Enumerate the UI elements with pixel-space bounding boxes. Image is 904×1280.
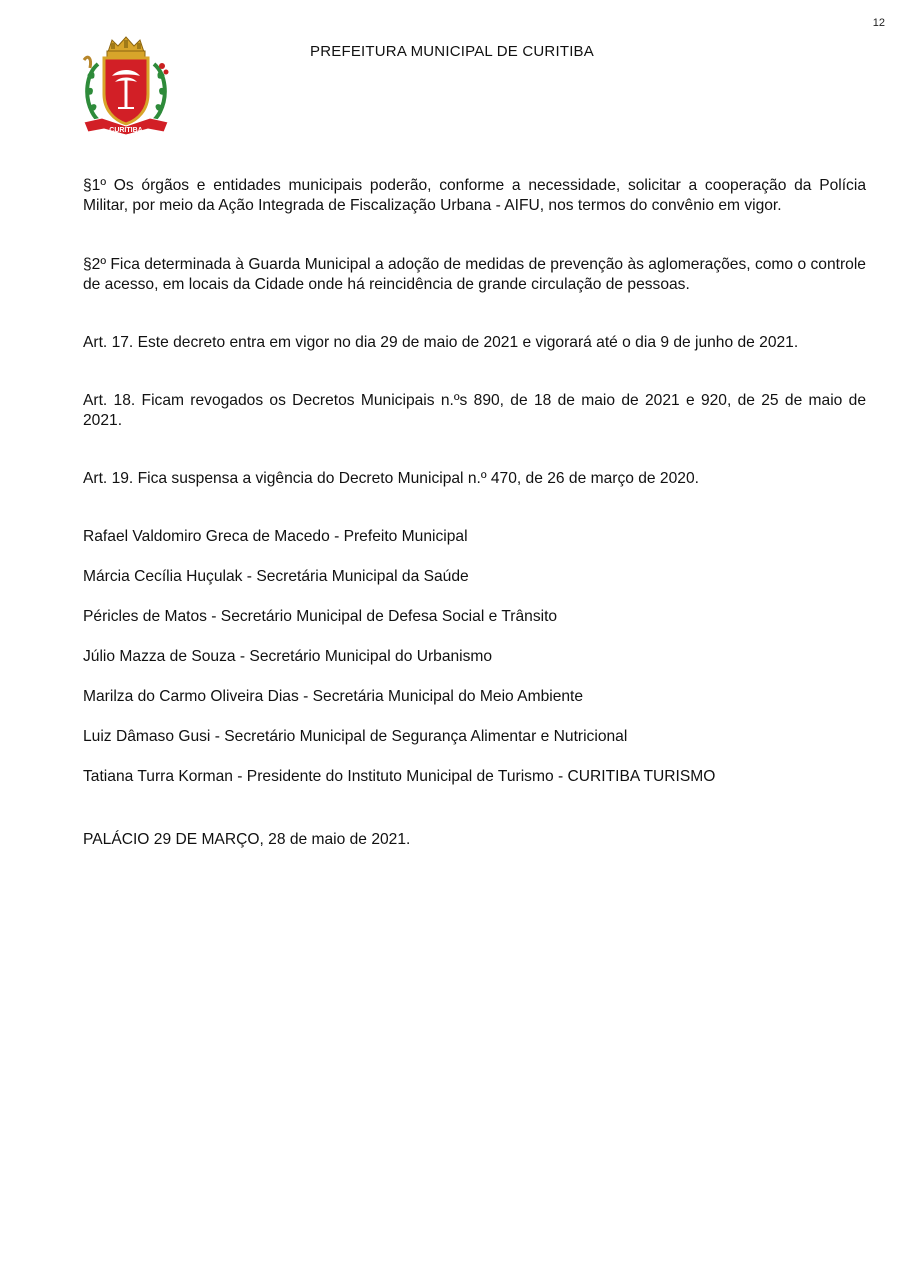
signatory: Márcia Cecília Huçulak - Secretária Municipal da Saúde [83,568,469,585]
signatory: Rafael Valdomiro Greca de Macedo - Prefeito Municipal [83,528,468,545]
signatory: Júlio Mazza de Souza - Secretário Municipal do Urbanismo [83,648,493,665]
paragraph-1: §1º Os órgãos e entidades municipais poderão, conforme a necessidade, solicitar a cooperação da Polícia Militar, por meio da Ação Integrada de Fiscalização Urbana - AIFU, nos termos do convênio em vigor. [83,177,866,214]
article-18: Art. 18. Ficam revogados os Decretos Municipais n.ºs 890, de 18 de maio de 2021 e 920, de 25 de maio de 2021. [83,392,866,429]
signatory: Luiz Dâmaso Gusi - Secretário Municipal de Segurança Alimentar e Nutricional [83,728,628,745]
article-17: Art. 17. Este decreto entra em vigor no dia 29 de maio de 2021 e vigorará até o dia 9 de junho de 2021. [83,334,799,351]
document-header-title: PREFEITURA MUNICIPAL DE CURITIBA [310,43,594,60]
paragraph-2: §2º Fica determinada à Guarda Municipal a adoção de medidas de prevenção às aglomerações, como o controle de acesso, em locais da Cidade onde há reincidência de grande circulação de pessoas. [83,256,866,293]
article-19: Art. 19. Fica suspensa a vigência do Decreto Municipal n.º 470, de 26 de março de 2020. [83,470,699,487]
signatory: Tatiana Turra Korman - Presidente do Instituto Municipal de Turismo - CURITIBA TURISMO [83,768,716,785]
signatory: Péricles de Matos - Secretário Municipal de Defesa Social e Trânsito [83,608,558,625]
emblem-banner-text: CURITIBA [109,127,143,134]
signatories-list [83,527,866,787]
signatory: Marilza do Carmo Oliveira Dias - Secretária Municipal do Meio Ambiente [83,688,584,705]
page-number: 12 [872,17,885,29]
closing-date: PALÁCIO 29 DE MARÇO, 28 de maio de 2021. [83,831,411,848]
document-body [83,176,866,850]
